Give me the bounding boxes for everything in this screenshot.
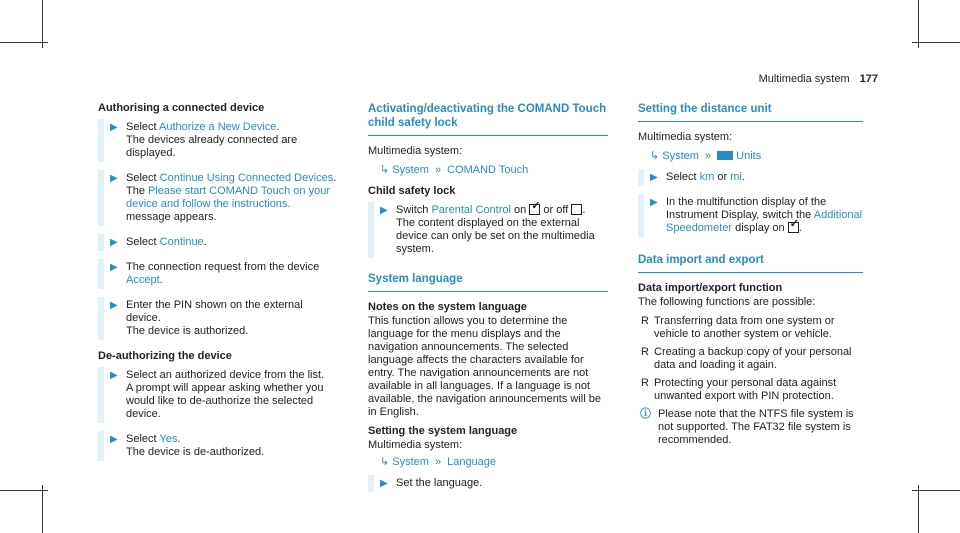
sub-heading: Child safety lock [368,185,456,197]
checkbox-on-icon [788,222,799,233]
step: ▶ Select an authorized device from the list. A prompt will appear asking whether you would like to de-authorize the selected device. [98,369,338,421]
step: ▶ The connection request from the device Accept. [98,261,338,287]
section-title: Setting the distance unit [638,102,863,122]
arrow-icon: ▶ [650,172,658,183]
crop-mark [912,42,960,43]
arrow-icon: ▶ [110,122,118,133]
step: ▶ Select Continue. [98,236,338,249]
step: ▶ Select Yes. The device is de-authorized. [98,433,338,459]
arrow-icon: ▶ [110,300,118,311]
list-item: R Protecting your personal data against unwanted export with PIN protection. [641,377,837,402]
menu-link: Authorize a New Device [159,121,277,133]
note: ⓘ Please note that the NTFS file system is not supported. The FAT32 file system is recommended. [640,408,854,446]
crop-mark [918,485,919,533]
message-text: Please start COMAND Touch on your device and follow the instructions. [126,185,330,210]
step: ▶ Select Continue Using Connected Devices. The Please start COMAND Touch on your device and follow the instructions. message appears. [98,172,338,224]
step: ▶ Switch Parental Control on ✓ or off . The content displayed on the external device can only be set on the multimedia system. [368,204,608,256]
menu-link: Continue Using Connected Devices [159,172,334,184]
paragraph: This function allows you to determine the language for the menu displays and the navigation announcements. The selected language affects the characters available for entry. The navigation announcements are not available in all languages. If a language is not available, the navigation announcements will be in English. [368,315,601,418]
arrow-icon: ▶ [380,478,388,489]
units-icon [717,151,733,160]
crop-mark [918,0,919,48]
menu-link: Accept [126,274,160,286]
column-2: Activating/deactivating the COMAND Touch child safety lock Multimedia system: ↳ System » COMAND Touch Child safety lock ▶ Switch Parental Control on ✓ or off . The content displayed on the external device can only be set on the multimedia system. System language Notes on the system language This function allows you to determine the language for the menu displays and the navigation announcements. The selected language affects the characters available for entry. The navigation announcements are not available in all languages. If a language is not available, the navigation announcements will be in English. Setting the system language Multimedia system: ↳ System » Language ▶ Set the language. [368,102,608,502]
step: ▶ In the multifunction display of the Instrument Display, switch the Additional Speedometer display on ✓. [638,196,863,235]
section-title: Data import and export [638,253,863,273]
menu-link: Additional Speedometer [666,209,863,234]
step: ▶ Enter the PIN shown on the external device. The device is authorized. [98,299,338,338]
sub-heading: Data import/export function [638,282,783,294]
arrow-icon: ▶ [110,434,118,445]
step: ▶ Select Authorize a New Device. The devices already connected are displayed. [98,121,338,160]
step: ▶ Select km or mi. [638,171,863,184]
column-3: Setting the distance unit Multimedia system: ↳ System » Units ▶ Select km or mi. ▶ In the multifunction display of the Instrument Display, switch the Additional Speedometer display on ✓. Data import and export Data import/export function The following functions are possible: R Transferring data from one system or vehicle to another system or vehicle. R Creating a backup copy of your personal data and loading it again. R Protecting your personal data against unwanted export with PIN protection. ⓘ Please note that the NTFS file system is not supported. The FAT32 file system is recommended. [638,102,863,447]
menu-link: Continue [159,236,204,248]
arrow-icon: ▶ [110,173,118,184]
header-section: Multimedia system [758,73,850,85]
crop-mark [912,490,960,491]
step: ▶ Set the language. [368,477,608,490]
list-item: R Transferring data from one system or vehicle to another system or vehicle. [641,315,835,340]
crop-mark [0,42,48,43]
checkbox-off-icon [571,204,582,215]
info-icon: ⓘ [640,408,651,420]
crop-mark [0,490,48,491]
checkbox-on-icon [529,204,540,215]
crop-mark [42,0,43,48]
menu-path: ↳ System » COMAND Touch [380,164,529,176]
page-header [759,73,878,85]
arrow-icon: ▶ [110,370,118,381]
list-item: R Creating a backup copy of your personal data and loading it again. [641,346,852,371]
page-number: 177 [859,73,878,85]
menu-link: Yes [159,433,178,445]
arrow-icon: ▶ [110,262,118,273]
arrow-icon: ▶ [650,197,658,208]
menu-link: Parental Control [431,204,511,216]
sub-heading: Notes on the system language [368,301,527,313]
crop-mark [42,485,43,533]
section-title: Activating/deactivating the COMAND Touch child safety lock [368,102,608,136]
menu-path: ↳ System » Language [380,456,497,468]
section-title: System language [368,272,608,292]
sub-heading: Setting the system language [368,425,518,437]
sub-heading: De-authorizing the device [98,350,232,362]
column-1 [98,102,338,471]
arrow-icon: ▶ [110,237,118,248]
menu-path: ↳ System » Units [650,150,762,162]
arrow-icon: ▶ [380,205,388,216]
section-heading: Authorising a connected device [98,102,265,114]
